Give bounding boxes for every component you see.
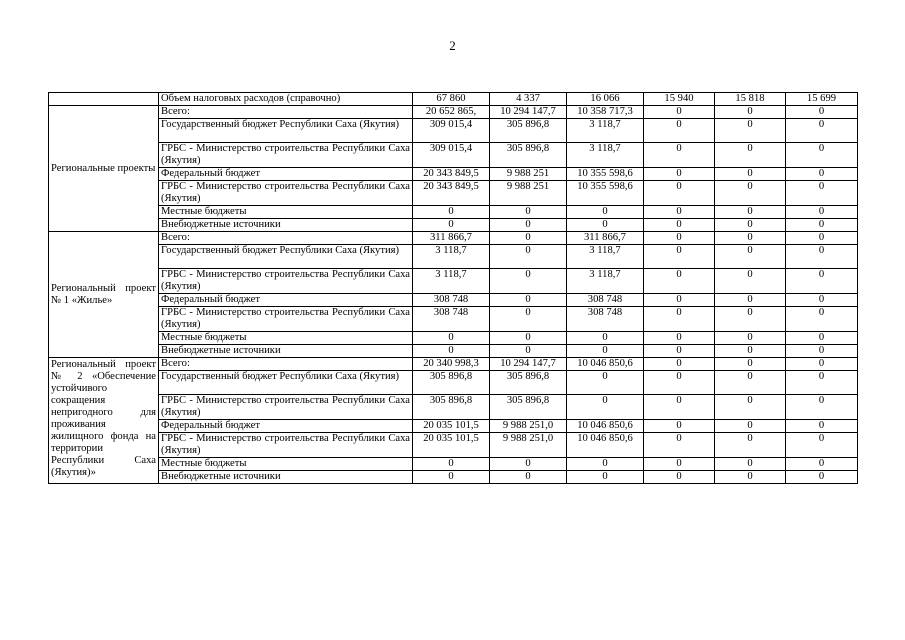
value-cell: 67 860 <box>413 93 490 106</box>
table-row <box>49 345 858 358</box>
value-cell: 10 355 598,6 <box>567 168 644 181</box>
table-row <box>49 206 858 219</box>
value-cell: 0 <box>413 219 490 232</box>
value-cell: 3 118,7 <box>567 143 644 168</box>
value-cell: 0 <box>644 395 715 420</box>
row-label: ГРБС - Министерство строительства Республики Саха (Якутия) <box>159 307 413 332</box>
table-row <box>49 433 858 458</box>
value-cell: 0 <box>567 219 644 232</box>
table-row <box>49 371 858 395</box>
value-cell: 0 <box>786 219 858 232</box>
row-label: Всего: <box>159 232 413 245</box>
value-cell: 0 <box>786 119 858 143</box>
value-cell: 0 <box>715 219 786 232</box>
table-row <box>49 395 858 420</box>
value-cell: 0 <box>490 458 567 471</box>
table-row <box>49 181 858 206</box>
value-cell: 305 896,8 <box>490 371 567 395</box>
value-cell: 0 <box>786 232 858 245</box>
table-row <box>49 119 858 143</box>
value-cell: 0 <box>490 269 567 294</box>
tax-expense-row <box>49 93 858 106</box>
value-cell: 0 <box>567 345 644 358</box>
value-cell: 0 <box>644 307 715 332</box>
table-row <box>49 458 858 471</box>
value-cell: 305 896,8 <box>490 395 567 420</box>
value-cell: 0 <box>715 358 786 371</box>
value-cell: 0 <box>644 245 715 269</box>
value-cell: 0 <box>644 181 715 206</box>
value-cell: 0 <box>715 269 786 294</box>
value-cell: 0 <box>786 294 858 307</box>
value-cell: 311 866,7 <box>567 232 644 245</box>
value-cell: 305 896,8 <box>490 143 567 168</box>
group-title: Региональные проекты <box>49 106 159 232</box>
table-row <box>49 219 858 232</box>
value-cell: 0 <box>715 471 786 484</box>
value-cell: 0 <box>567 395 644 420</box>
value-cell: 0 <box>786 433 858 458</box>
row-label: Внебюджетные источники <box>159 345 413 358</box>
table-row <box>49 143 858 168</box>
value-cell: 0 <box>644 420 715 433</box>
value-cell: 0 <box>786 345 858 358</box>
row-label: ГРБС - Министерство строительства Республики Саха (Якутия) <box>159 181 413 206</box>
row-label: Местные бюджеты <box>159 332 413 345</box>
value-cell: 0 <box>715 106 786 119</box>
value-cell: 0 <box>715 395 786 420</box>
value-cell: 0 <box>786 395 858 420</box>
value-cell: 10 294 147,7 <box>490 358 567 371</box>
value-cell: 3 118,7 <box>567 269 644 294</box>
value-cell: 0 <box>644 106 715 119</box>
value-cell: 0 <box>786 206 858 219</box>
value-cell: 0 <box>644 269 715 294</box>
table-row <box>49 307 858 332</box>
value-cell: 0 <box>715 371 786 395</box>
table-row <box>49 232 858 245</box>
value-cell: 0 <box>715 420 786 433</box>
value-cell: 0 <box>644 206 715 219</box>
row-label: Государственный бюджет Республики Саха (Якутия) <box>159 245 413 269</box>
value-cell: 308 748 <box>413 307 490 332</box>
value-cell: 0 <box>567 206 644 219</box>
value-cell: 4 337 <box>490 93 567 106</box>
value-cell: 10 358 717,3 <box>567 106 644 119</box>
value-cell: 0 <box>715 206 786 219</box>
value-cell: 0 <box>644 358 715 371</box>
value-cell: 0 <box>644 371 715 395</box>
table-row <box>49 332 858 345</box>
value-cell: 0 <box>644 143 715 168</box>
page-number: 2 <box>449 38 456 53</box>
value-cell: 0 <box>715 332 786 345</box>
value-cell: 0 <box>413 206 490 219</box>
value-cell: 0 <box>786 269 858 294</box>
value-cell: 9 988 251 <box>490 181 567 206</box>
value-cell: 20 343 849,5 <box>413 168 490 181</box>
row-label: Местные бюджеты <box>159 206 413 219</box>
row-label: Объем налоговых расходов (справочно) <box>159 93 413 106</box>
value-cell: 9 988 251,0 <box>490 420 567 433</box>
table-row <box>49 269 858 294</box>
row-label: Всего: <box>159 358 413 371</box>
value-cell: 0 <box>490 206 567 219</box>
row-label: ГРБС - Министерство строительства Республики Саха (Якутия) <box>159 143 413 168</box>
value-cell: 0 <box>644 232 715 245</box>
value-cell: 0 <box>490 294 567 307</box>
value-cell: 10 046 850,6 <box>567 433 644 458</box>
value-cell: 309 015,4 <box>413 119 490 143</box>
table-row <box>49 245 858 269</box>
value-cell: 0 <box>490 245 567 269</box>
value-cell: 308 748 <box>413 294 490 307</box>
value-cell: 20 343 849,5 <box>413 181 490 206</box>
value-cell: 0 <box>715 168 786 181</box>
budget-table <box>48 92 858 484</box>
value-cell: 0 <box>715 458 786 471</box>
value-cell: 0 <box>786 358 858 371</box>
row-label: Всего: <box>159 106 413 119</box>
value-cell: 0 <box>644 219 715 232</box>
value-cell: 0 <box>644 332 715 345</box>
value-cell: 20 340 998,3 <box>413 358 490 371</box>
row-label: Местные бюджеты <box>159 458 413 471</box>
value-cell: 0 <box>490 307 567 332</box>
row-label: Внебюджетные источники <box>159 219 413 232</box>
value-cell: 305 896,8 <box>490 119 567 143</box>
value-cell: 3 118,7 <box>413 245 490 269</box>
group-title: Региональный проект № 1 «Жилье» <box>49 232 159 358</box>
value-cell: 3 118,7 <box>567 119 644 143</box>
value-cell: 0 <box>715 345 786 358</box>
table-row <box>49 106 858 119</box>
value-cell: 308 748 <box>567 294 644 307</box>
row-label: ГРБС - Министерство строительства Республики Саха (Якутия) <box>159 433 413 458</box>
value-cell: 0 <box>715 143 786 168</box>
value-cell: 0 <box>413 471 490 484</box>
value-cell: 15 699 <box>786 93 858 106</box>
row-label: Внебюджетные источники <box>159 471 413 484</box>
value-cell: 16 066 <box>567 93 644 106</box>
value-cell: 0 <box>715 181 786 206</box>
value-cell: 0 <box>786 471 858 484</box>
value-cell: 0 <box>413 332 490 345</box>
value-cell: 0 <box>490 332 567 345</box>
value-cell: 0 <box>644 458 715 471</box>
table-row <box>49 420 858 433</box>
value-cell: 10 046 850,6 <box>567 358 644 371</box>
row-label: Государственный бюджет Республики Саха (Якутия) <box>159 119 413 143</box>
value-cell: 0 <box>644 471 715 484</box>
value-cell: 0 <box>786 143 858 168</box>
group-title: Региональный проект № 2 «Обеспечение устойчивого сокращения непригодного для проживания жилищного фонда на территории Республики Саха (Якутия)» <box>49 358 159 484</box>
value-cell: 309 015,4 <box>413 143 490 168</box>
value-cell: 0 <box>567 458 644 471</box>
value-cell: 3 118,7 <box>567 245 644 269</box>
value-cell: 0 <box>490 345 567 358</box>
value-cell: 10 294 147,7 <box>490 106 567 119</box>
value-cell: 0 <box>567 371 644 395</box>
value-cell: 0 <box>786 420 858 433</box>
value-cell: 0 <box>786 332 858 345</box>
value-cell: 0 <box>644 345 715 358</box>
value-cell: 0 <box>715 307 786 332</box>
value-cell: 0 <box>786 371 858 395</box>
row-label: Федеральный бюджет <box>159 420 413 433</box>
value-cell: 0 <box>715 245 786 269</box>
value-cell: 0 <box>567 332 644 345</box>
value-cell: 0 <box>413 458 490 471</box>
value-cell: 0 <box>490 232 567 245</box>
value-cell: 305 896,8 <box>413 395 490 420</box>
value-cell: 15 818 <box>715 93 786 106</box>
value-cell: 10 355 598,6 <box>567 181 644 206</box>
value-cell: 0 <box>490 471 567 484</box>
value-cell: 0 <box>644 433 715 458</box>
row-label: ГРБС - Министерство строительства Республики Саха (Якутия) <box>159 395 413 420</box>
value-cell: 10 046 850,6 <box>567 420 644 433</box>
row-label: Федеральный бюджет <box>159 294 413 307</box>
value-cell: 0 <box>715 232 786 245</box>
value-cell: 305 896,8 <box>413 371 490 395</box>
value-cell: 0 <box>786 245 858 269</box>
value-cell: 9 988 251,0 <box>490 433 567 458</box>
value-cell: 3 118,7 <box>413 269 490 294</box>
value-cell: 0 <box>715 119 786 143</box>
table-row <box>49 294 858 307</box>
value-cell: 0 <box>786 168 858 181</box>
value-cell: 308 748 <box>567 307 644 332</box>
value-cell: 0 <box>786 181 858 206</box>
value-cell: 0 <box>644 294 715 307</box>
value-cell: 0 <box>644 119 715 143</box>
value-cell: 311 866,7 <box>413 232 490 245</box>
value-cell: 0 <box>786 106 858 119</box>
table-row <box>49 168 858 181</box>
value-cell: 20 035 101,5 <box>413 420 490 433</box>
row-label: Федеральный бюджет <box>159 168 413 181</box>
row-label: Государственный бюджет Республики Саха (Якутия) <box>159 371 413 395</box>
value-cell: 9 988 251 <box>490 168 567 181</box>
value-cell: 0 <box>786 458 858 471</box>
value-cell: 20 035 101,5 <box>413 433 490 458</box>
value-cell: 0 <box>567 471 644 484</box>
value-cell: 0 <box>786 307 858 332</box>
value-cell: 0 <box>715 433 786 458</box>
row-label: ГРБС - Министерство строительства Республики Саха (Якутия) <box>159 269 413 294</box>
value-cell: 20 652 865, <box>413 106 490 119</box>
table-row <box>49 358 858 371</box>
table-row <box>49 471 858 484</box>
value-cell: 15 940 <box>644 93 715 106</box>
value-cell: 0 <box>715 294 786 307</box>
value-cell: 0 <box>644 168 715 181</box>
value-cell: 0 <box>490 219 567 232</box>
value-cell: 0 <box>413 345 490 358</box>
